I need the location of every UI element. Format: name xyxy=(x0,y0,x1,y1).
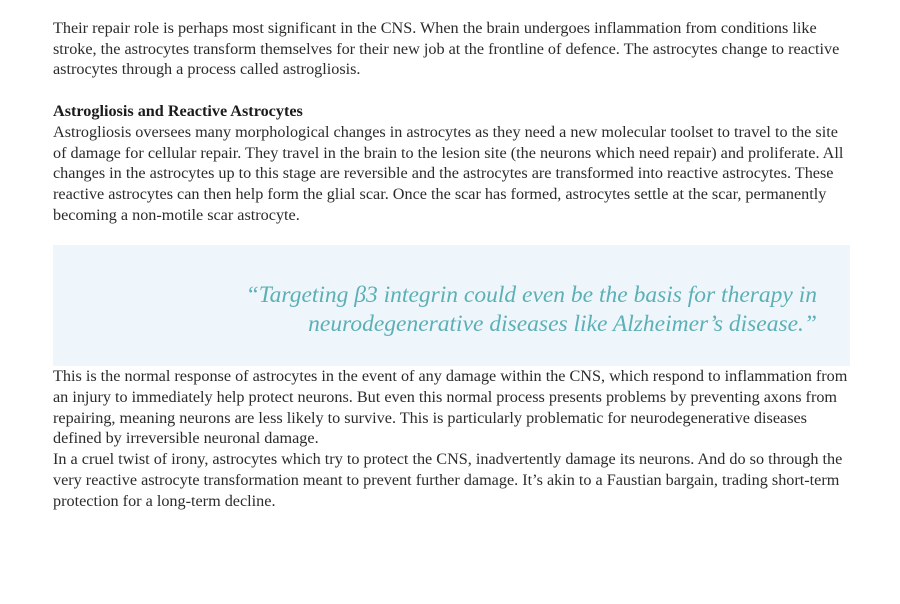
pull-quote-text: “Targeting β3 integrin could even be the basis for therapy in neurodegenerative diseases like Alzheimer’s disease.” xyxy=(245,282,817,337)
article-body xyxy=(53,18,853,511)
paragraph-normal-response: This is the normal response of astrocytes in the event of any damage within the CNS, which respond to inflammation from an injury to immediately help protect neurons. But even this normal process presents problems by preventing axons from repairing, meaning neurons are less likely to survive. This is particularly problematic for neurodegenerative diseases defined by irreversible neuronal damage. xyxy=(53,367,848,448)
paragraph-astrogliosis: Astrogliosis oversees many morphological changes in astrocytes as they need a new molecular toolset to travel to the site of damage for cellular repair. They travel in the brain to the lesion site (the neurons which need repair) and proliferate. All changes in the astrocytes up to this stage are reversible and the astrocytes are transformed into reactive astrocytes. These reactive astrocytes can then help form the glial scar. Once the scar has formed, astrocytes settle at the scar, permanently becoming a non-motile scar astrocyte. xyxy=(53,122,844,224)
paragraph-repair-role: Their repair role is perhaps most significant in the CNS. When the brain undergoes inflammation from conditions like stroke, the astrocytes transform themselves for their new job at the frontline of defence. The astrocytes change to reactive astrocytes through a process called astrogliosis. xyxy=(53,19,840,79)
section-heading: Astrogliosis and Reactive Astrocytes xyxy=(53,102,303,121)
paragraph-irony: In a cruel twist of irony, astrocytes which try to protect the CNS, inadvertently damage its neurons. And do so through the very reactive astrocyte transformation meant to prevent further damage. It’s akin to a Faustian bargain, trading short-term protection for a long-term decline. xyxy=(53,450,843,510)
pull-quote-box xyxy=(53,245,850,366)
